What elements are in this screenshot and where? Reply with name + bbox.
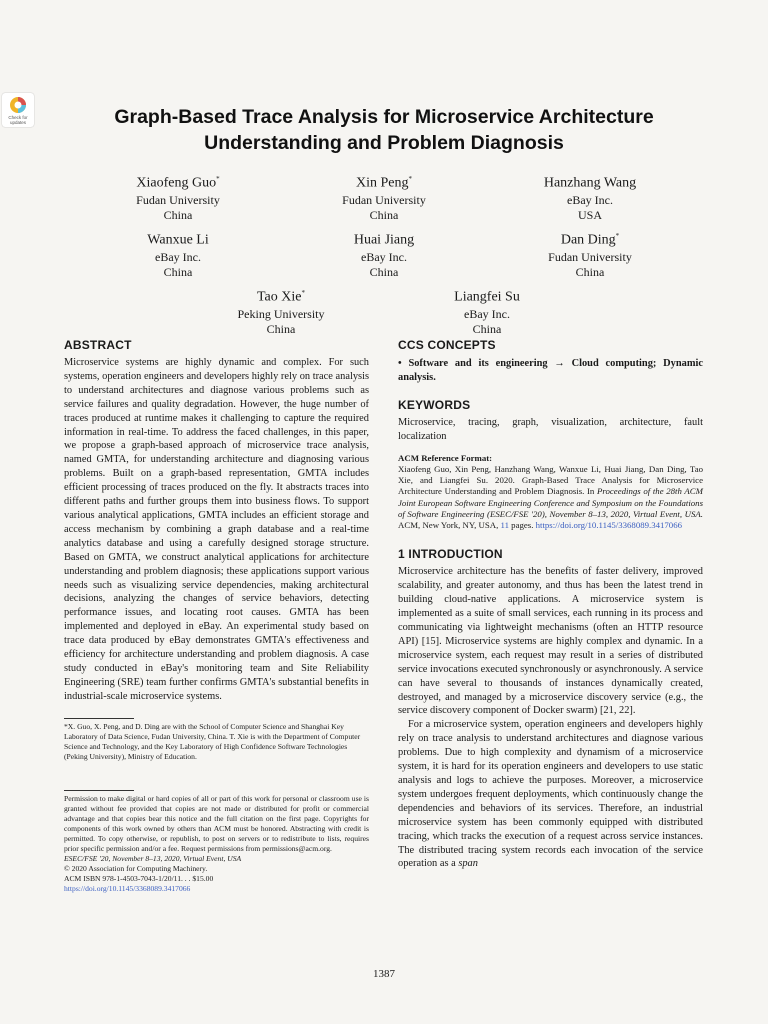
author-footnote: *X. Guo, X. Peng, and D. Ding are with the School of Computer Science and Shanghai Key Laboratory of Data Science, Fudan University, China. T. Xie is with the Department of Computer Science and Technology, and the Key Laboratory of High Confidence Software Technologies (Peking University), Ministry of Education. [64, 721, 361, 761]
author-3 [490, 170, 690, 223]
author-name: Xin Peng [356, 175, 409, 191]
conference-venue: ESEC/FSE '20, November 8–13, 2020, Virtual Event, USA [64, 853, 242, 863]
copyright-line: © 2020 Association for Computing Machinery. [64, 863, 208, 873]
intro-paragraph-2: For a microservice system, operation engineers and developers highly rely on trace analysis to understand architectures and diagnose various problems. Due to high complexity and dynamism of a microservice system, it is hard for its operation engineers and developers to use static analysis and logs to achieve the purposes. Moreover, a microservice system undergoes frequent deployments, which continuously change the dependencies and behaviors of its services. Therefore, an industrial microservice system has been commonly equipped with distributed tracing, which tracks the execution of a request across service instances. The distributed tracing system records each invocation of the service operation as a span [398, 719, 703, 870]
left-column [64, 337, 369, 894]
author-name: Tao Xie [256, 289, 302, 305]
author-country: China [369, 207, 399, 222]
author-name: Hanzhang Wang [543, 175, 637, 191]
right-column [398, 337, 703, 871]
permission-rule [64, 790, 134, 791]
introduction-heading: 1 INTRODUCTION [398, 547, 503, 562]
author-affiliation: Fudan University [136, 192, 220, 207]
page-number: 1387 [373, 968, 395, 980]
permission-notice: Permission to make digital or hard copies of all or part of this work for personal or classroom use is granted without fee provided that copies are not made or distributed for profit or commercial advantage and that copies bear this notice and the full citation on the first page. Copyrights for components of this work owned by others than ACM must be honored. Abstracting with credit is permitted. To copy otherwise, or republish, to post on servers or to redistribute to lists, requires prior specific permission and/or a fee. Request permissions from permissions@acm.org. [64, 793, 369, 853]
keywords-heading: KEYWORDS [398, 397, 471, 412]
doi-link[interactable]: https://doi.org/10.1145/3368089.3417066 [64, 883, 191, 893]
author-name: Wanxue Li [147, 232, 209, 248]
author-affiliation: Fudan University [342, 192, 426, 207]
ccs-heading: CCS CONCEPTS [398, 338, 496, 352]
author-7: Tao Xie* Peking University China [181, 284, 381, 337]
author-6: Dan Ding* Fudan University China [490, 227, 690, 280]
reference-heading: ACM Reference Format: [398, 452, 493, 463]
author-country: China [472, 321, 502, 336]
author-country: China [163, 264, 193, 279]
author-4 [78, 227, 278, 280]
author-country: USA [577, 207, 602, 222]
author-8 [387, 284, 587, 337]
reference-doi-link[interactable]: https://doi.org/10.1145/3368089.3417066 [535, 520, 683, 531]
author-name: Dan Ding [560, 232, 616, 248]
footnote-rule [64, 718, 134, 719]
keywords-text: Microservice, tracing, graph, visualization, architecture, fault localization [398, 416, 703, 442]
author-affiliation: eBay Inc. [155, 249, 201, 264]
intro-paragraph-1: Microservice architecture has the benefits of faster delivery, improved scalability, and greater autonomy, and thus has been the latest trend in building cloud-native applications. A microservice system is implemented as a suite of small services, each running in its process and communicating via lightweight mechanisms (often an HTTP resource API) [15]. Microservice systems are highly complex and dynamic. In a microservice system, each request may result in a series of distributed service invocations executed synchronously or asynchronously. A service can have several to thousands of instances dynamically created, destroyed, and managed by a microservice discovery service (e.g., the service discovery component of Docker swarm) [21, 22]. [398, 566, 703, 717]
paper-title: Graph-Based Trace Analysis for Microservice Architecture Understanding and Problem Diagnosis [114, 106, 654, 154]
author-country: China [575, 264, 605, 279]
author-name: Xiaofeng Guo [136, 175, 217, 191]
author-name: Liangfei Su [454, 289, 520, 305]
abstract-text: Microservice systems are highly dynamic and complex. For such systems, operation engineers and developers highly rely on trace analysis to understand architectures and diagnose various problems such as service failures and quality degradation. However, the huge number of traces produced at runtime makes it challenging to capture the required information in real-time. To address the faced challenges, in this paper, we propose a graph-based approach of microservice trace analysis, named GMTA, for understanding architecture and diagnosing various problems. Built on a graph-based representation, GMTA includes efficient processing of traces produced on the fly. It abstracts traces into different paths and further groups them into business flows. To support various analytical applications, GMTA includes an efficient storage and access mechanism by combining a graph database and a real-time analytics database and using a carefully designed storage structure. Based on GMTA, we construct analytical applications for architecture understanding and problem diagnosis; these applications support various needs such as visualizing service dependencies, making architectural decisions, analyzing the changes of service behaviors, detecting performance issues, and locating root causes. GMTA has been implemented and deployed in eBay. An experimental study based on trace data produced by eBay demonstrates GMTA's effectiveness and efficiency for architecture understanding and problem diagnosis. A case study conducted in eBay's monitoring team and Site Reliability Engineering (SRE) team further confirms GMTA's substantial benefits in industrial-scale microservice systems. [64, 357, 369, 702]
author-country: China [163, 207, 193, 222]
author-affiliation: eBay Inc. [567, 192, 613, 207]
author-name: Huai Jiang [353, 232, 415, 248]
abstract-heading: ABSTRACT [64, 338, 132, 352]
author-country: China [266, 321, 296, 336]
author-affiliation: eBay Inc. [361, 249, 407, 264]
author-country: China [369, 264, 399, 279]
author-affiliation: Peking University [237, 306, 325, 321]
author-affiliation: Fudan University [548, 249, 632, 264]
ccs-text: • Software and its engineering → Cloud computing; Dynamic analysis. [398, 358, 703, 383]
isbn-line: ACM ISBN 978-1-4503-7043-1/20/11. . . $15.00 [64, 873, 214, 883]
author-1: Xiaofeng Guo* Fudan University China [78, 170, 278, 223]
author-5 [284, 227, 484, 280]
reference-text: Xiaofeng Guo, Xin Peng, Hanzhang Wang, Wanxue Li, Huai Jiang, Dan Ding, Tao Xie, and Liangfei Su. 2020. Graph-Based Trace Analysis for Microservice Architecture Understanding and Problem Diagnosis. In Proceedings of the 28th ACM Joint European Software Engineering Conference and Symposium on the Foundations of Software Engineering (ESEC/FSE '20), November 8–13, 2020, Virtual Event, USA. ACM, New York, NY, USA, 11 pages. https://doi.org/10.1145/3368089.3417066 [398, 463, 703, 531]
badge-text: Check for updates [8, 115, 28, 125]
author-affiliation: eBay Inc. [464, 306, 510, 321]
author-2: Xin Peng* Fudan University China [284, 170, 484, 223]
